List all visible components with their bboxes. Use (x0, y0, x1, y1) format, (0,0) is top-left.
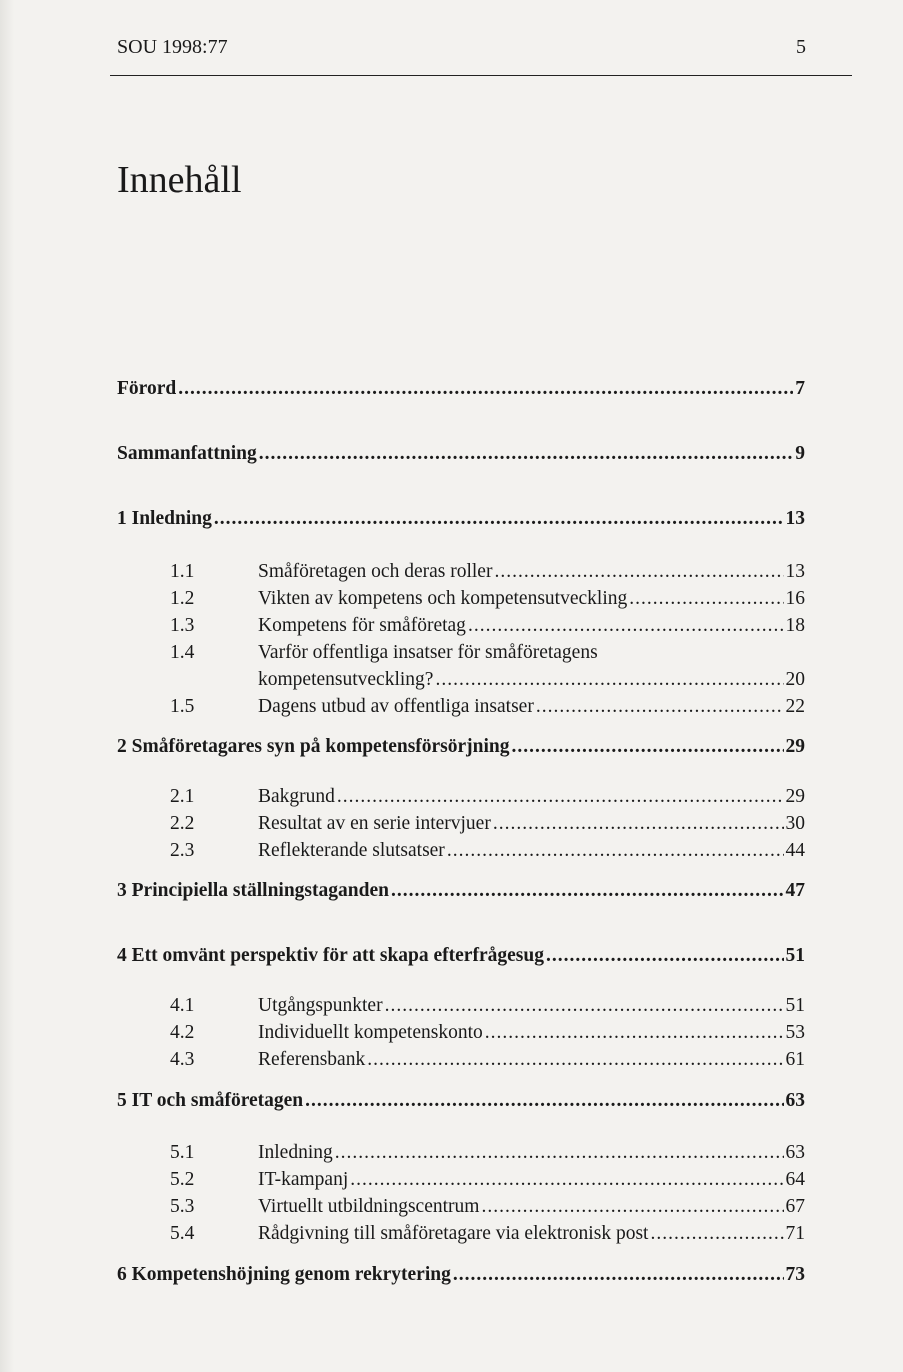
toc-page: 30 (785, 813, 805, 834)
toc-label: Utgångspunkter (258, 995, 383, 1016)
toc-page: 61 (785, 1049, 805, 1070)
toc-label: Dagens utbud av offentliga insatser (258, 696, 534, 717)
toc-page: 44 (785, 840, 805, 861)
leader-dots (335, 1142, 784, 1164)
header-rule (110, 75, 852, 76)
leader-dots (337, 786, 784, 808)
section-number: 1.4 (170, 642, 195, 663)
toc-entry-chapter-5[interactable] (117, 1090, 805, 1112)
toc-page: 20 (785, 669, 805, 690)
toc-label: 3 Principiella ställningstaganden (117, 880, 389, 901)
section-number: 1.3 (170, 615, 195, 636)
leader-dots (447, 840, 784, 862)
toc-page: 47 (785, 880, 805, 901)
page-title: Innehåll (117, 159, 242, 201)
toc-subentry-1-2[interactable] (170, 588, 805, 610)
toc-page: 13 (785, 508, 805, 529)
leader-dots (178, 378, 793, 400)
toc-page: 71 (785, 1223, 805, 1244)
toc-page: 63 (785, 1142, 805, 1163)
toc-entry-chapter-4[interactable] (117, 945, 805, 967)
toc-subentry-2-2[interactable] (170, 813, 805, 835)
section-number: 4.1 (170, 995, 195, 1016)
toc-label: Vikten av kompetens och kompetensutveckling (258, 588, 628, 609)
toc-label: Referensbank (258, 1049, 366, 1070)
toc-subentry-2-3[interactable] (170, 840, 805, 862)
toc-label: 1 Inledning (117, 508, 212, 529)
toc-label: Reflekterande slutsatser (258, 840, 445, 861)
toc-page: 51 (785, 995, 805, 1016)
leader-dots (435, 669, 783, 691)
section-number: 5.3 (170, 1196, 195, 1217)
toc-entry-chapter-6[interactable] (117, 1264, 805, 1286)
toc-label: Resultat av en serie intervjuer (258, 813, 491, 834)
toc-subentry-1-1[interactable] (170, 561, 805, 583)
leader-dots (629, 588, 783, 610)
toc-subentry-2-1[interactable] (170, 786, 805, 808)
leader-dots (481, 1196, 783, 1218)
toc-label: Inledning (258, 1142, 333, 1163)
page-number: 5 (796, 36, 806, 58)
toc-label: Virtuellt utbildningscentrum (258, 1196, 480, 1217)
toc-subentry-1-4[interactable] (170, 642, 805, 664)
leader-dots (385, 995, 784, 1017)
leader-dots (305, 1090, 783, 1112)
toc-page: 18 (785, 615, 805, 636)
toc-label: Förord (117, 378, 177, 399)
toc-page: 51 (785, 945, 805, 966)
toc-label: Sammanfattning (117, 443, 257, 464)
page-edge-shadow (0, 0, 14, 1372)
toc-page: 9 (795, 443, 805, 464)
leader-dots (485, 1022, 784, 1044)
toc-subentry-1-4-continued[interactable] (258, 669, 805, 691)
leader-dots (512, 736, 784, 758)
toc-label-continued: kompetensutveckling? (258, 669, 434, 690)
toc-page: 16 (785, 588, 805, 609)
section-number: 1.1 (170, 561, 195, 582)
toc-subentry-5-1[interactable] (170, 1142, 805, 1164)
leader-dots (536, 696, 784, 718)
toc-entry-chapter-2[interactable] (117, 736, 805, 758)
toc-label: IT-kampanj (258, 1169, 349, 1190)
section-number: 5.1 (170, 1142, 195, 1163)
toc-label: Individuellt kompetenskonto (258, 1022, 483, 1043)
toc-subentry-4-3[interactable] (170, 1049, 805, 1071)
toc-page: 13 (785, 561, 805, 582)
toc-label: Bakgrund (258, 786, 335, 807)
toc-label: 5 IT och småföretagen (117, 1090, 304, 1111)
toc-page: 53 (785, 1022, 805, 1043)
section-number: 2.2 (170, 813, 195, 834)
section-number: 4.2 (170, 1022, 195, 1043)
leader-dots (391, 880, 784, 902)
toc-page: 73 (785, 1264, 805, 1285)
toc-label: 2 Småföretagares syn på kompetensförsörjning (117, 736, 510, 757)
toc-subentry-5-4[interactable] (170, 1223, 805, 1245)
toc-label: 6 Kompetenshöjning genom rekrytering (117, 1264, 451, 1285)
leader-dots (468, 615, 784, 637)
toc-page: 29 (785, 736, 805, 757)
section-number: 1.2 (170, 588, 195, 609)
toc-page: 29 (785, 786, 805, 807)
section-number: 4.3 (170, 1049, 195, 1070)
leader-dots (367, 1049, 783, 1071)
toc-subentry-5-3[interactable] (170, 1196, 805, 1218)
toc-label: 4 Ett omvänt perspektiv för att skapa efterfrågesug (117, 945, 544, 966)
leader-dots (259, 443, 793, 465)
toc-label: Rådgivning till småföretagare via elektronisk post (258, 1223, 649, 1244)
section-number: 2.1 (170, 786, 195, 807)
toc-subentry-1-3[interactable] (170, 615, 805, 637)
toc-page: 67 (785, 1196, 805, 1217)
section-number: 5.4 (170, 1223, 195, 1244)
section-number: 5.2 (170, 1169, 195, 1190)
leader-dots (214, 508, 784, 530)
toc-page: 22 (785, 696, 805, 717)
toc-page: 63 (785, 1090, 805, 1111)
toc-entry-sammanfattning[interactable] (117, 443, 805, 465)
section-number: 2.3 (170, 840, 195, 861)
toc-entry-chapter-1[interactable] (117, 508, 805, 530)
toc-page: 64 (785, 1169, 805, 1190)
leader-dots (650, 1223, 783, 1245)
toc-label: Varför offentliga insatser för småföretagens (258, 642, 598, 663)
toc-page: 7 (795, 378, 805, 399)
toc-entry-chapter-3[interactable] (117, 880, 805, 902)
running-header (117, 36, 806, 59)
toc-label: Kompetens för småföretag (258, 615, 466, 636)
report-number: SOU 1998:77 (117, 36, 228, 58)
section-number: 1.5 (170, 696, 195, 717)
leader-dots (494, 561, 783, 583)
leader-dots (546, 945, 784, 967)
leader-dots (453, 1264, 784, 1286)
toc-subentry-4-2[interactable] (170, 1022, 805, 1044)
toc-subentry-4-1[interactable] (170, 995, 805, 1017)
toc-subentry-5-2[interactable] (170, 1169, 805, 1191)
toc-label: Småföretagen och deras roller (258, 561, 493, 582)
leader-dots (493, 813, 784, 835)
leader-dots (350, 1169, 783, 1191)
toc-entry-forord[interactable] (117, 378, 805, 400)
toc-subentry-1-5[interactable] (170, 696, 805, 718)
